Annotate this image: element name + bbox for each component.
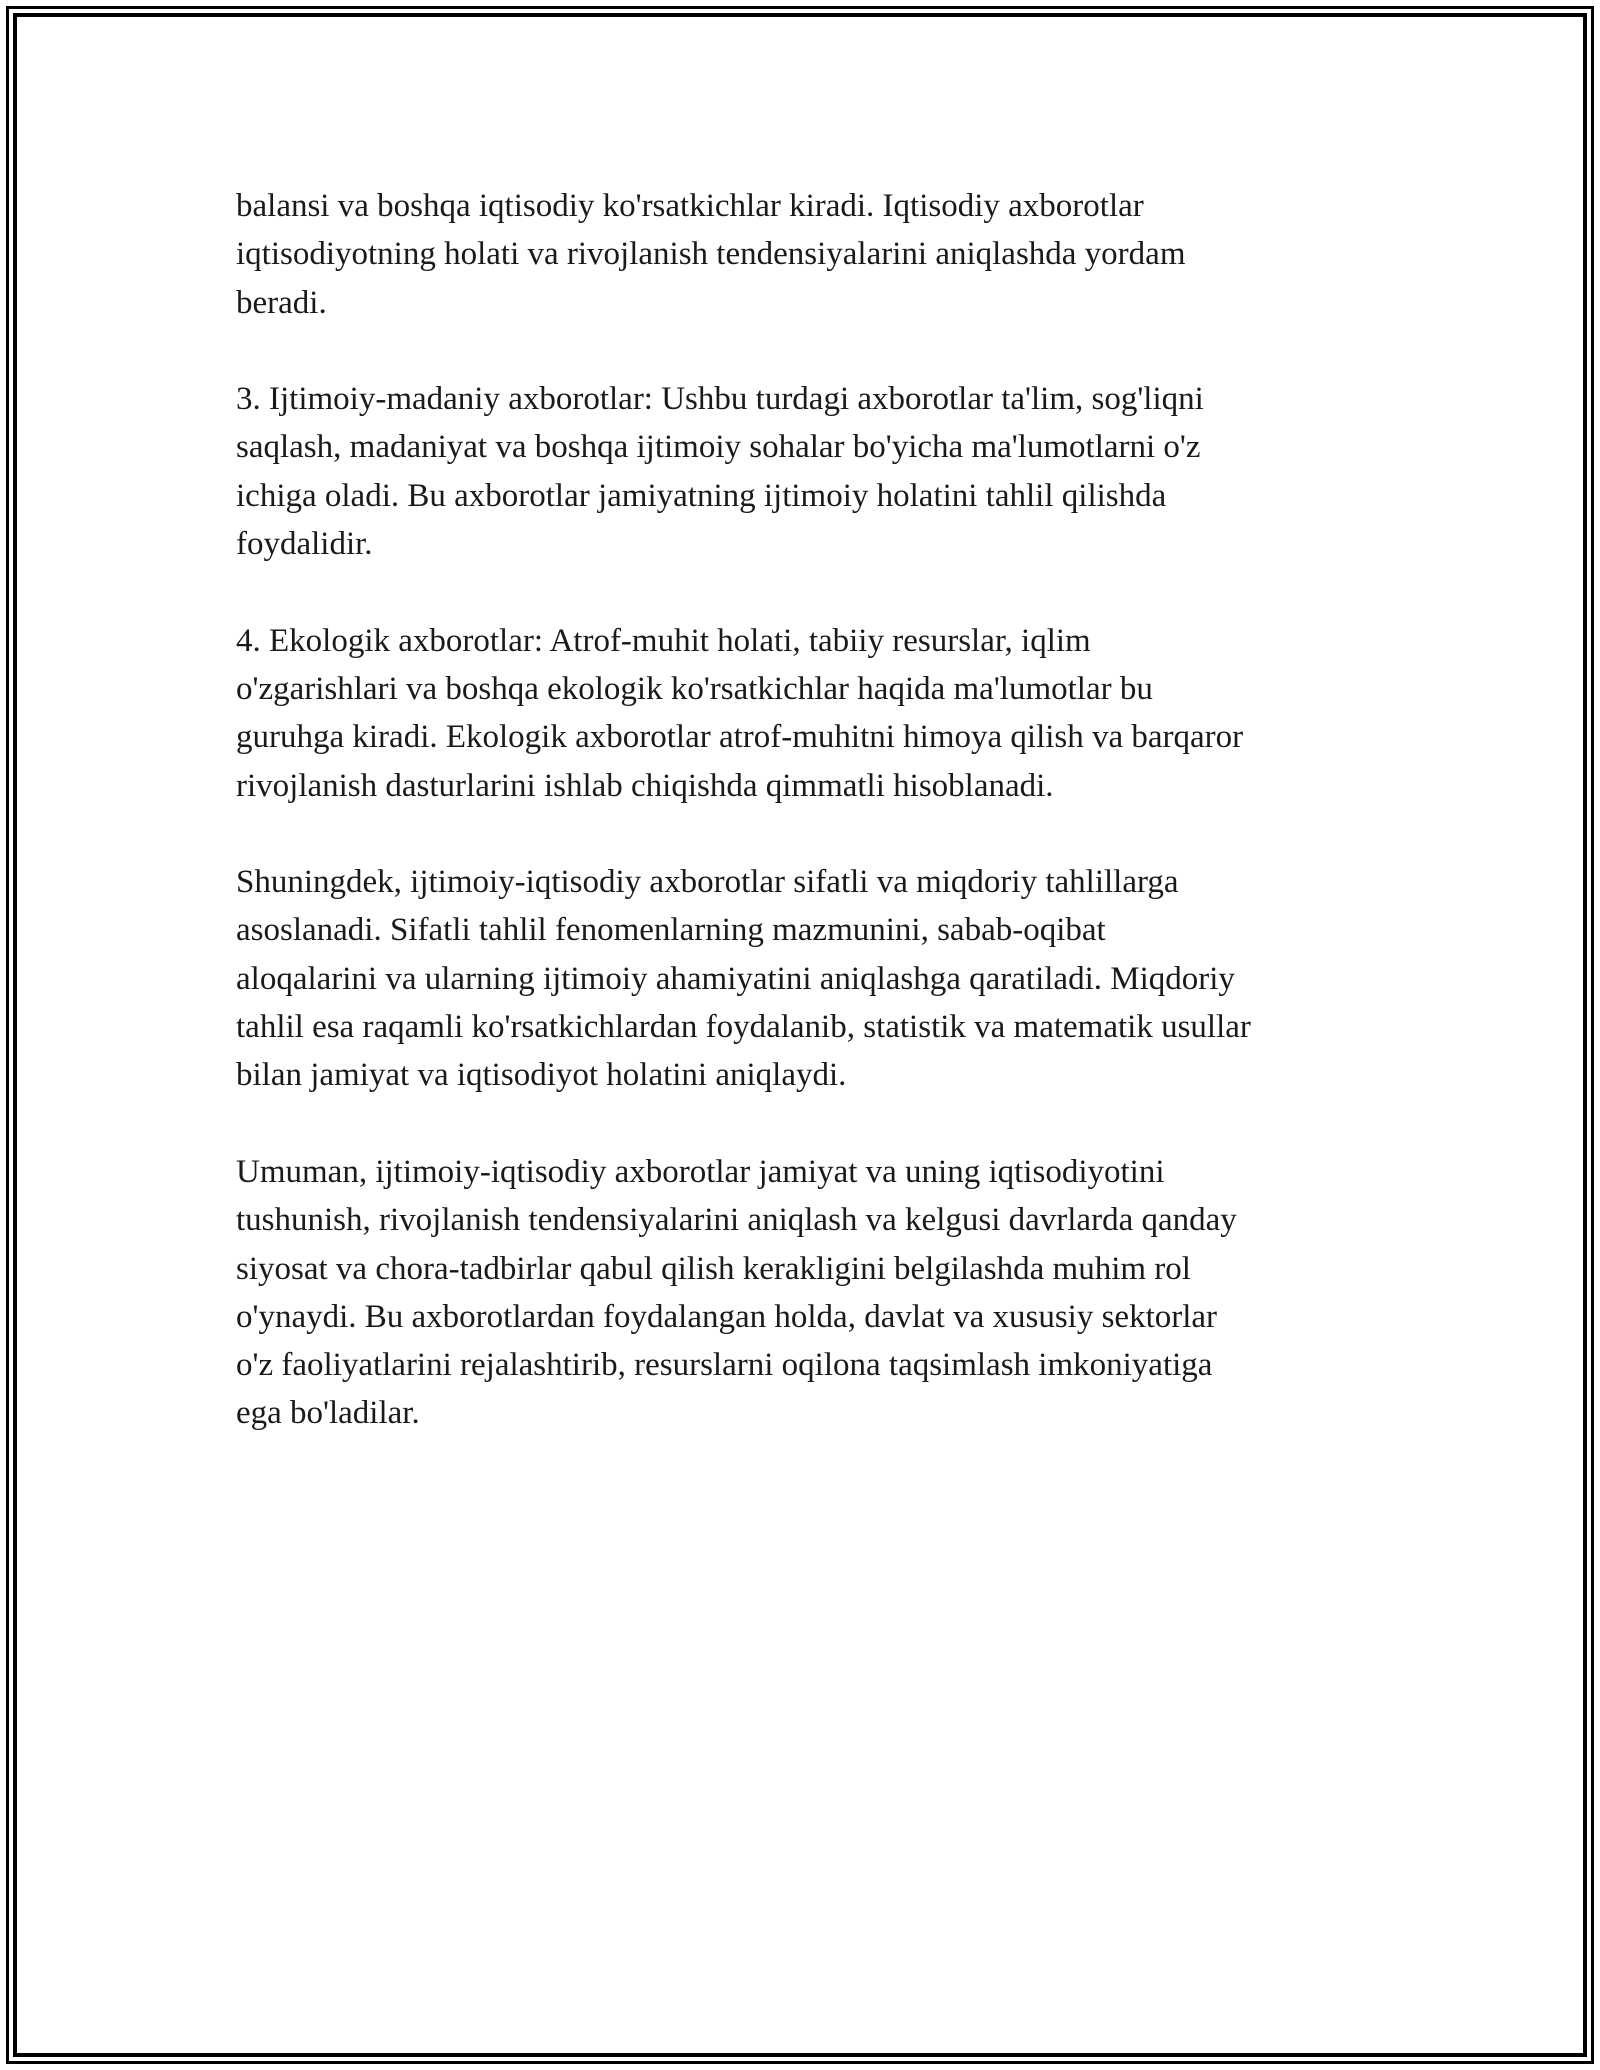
text-line: balansi va boshqa iqtisodiy ko'rsatkichlar kiradi. Iqtisodiy axborotlar: [236, 188, 1144, 224]
text-line: ichiga oladi. Bu axborotlar jamiyatning ijtimoiy holatini tahlil qilishda: [236, 477, 1167, 514]
text-line: bilan jamiyat va iqtisodiyot holatini aniqlaydi.: [236, 1057, 847, 1094]
text-line: ega bo'ladilar.: [236, 1395, 420, 1432]
text-line: tahlil esa raqamli ko'rsatkichlardan foydalanib, statistik va matematik usullar: [236, 1009, 1251, 1046]
text-line: foydalidir.: [236, 526, 373, 563]
text-line: aloqalarini va ularning ijtimoiy ahamiyatini aniqlashga qaratiladi. Miqdoriy: [236, 960, 1235, 997]
text-line: 4. Ekologik axborotlar: Atrof-muhit holati, tabiiy resurslar, iqlim: [236, 622, 1091, 659]
text-line: Shuningdek, ijtimoiy-iqtisodiy axborotlar sifatli va miqdoriy tahlillarga: [236, 864, 1179, 901]
paragraph-socio-cultural-info: [236, 375, 1376, 568]
text-line: tushunish, rivojlanish tendensiyalarini aniqlash va kelgusi davrlarda qanday: [236, 1202, 1237, 1239]
text-line: beradi.: [236, 284, 327, 321]
text-line: rivojlanish dasturlarini ishlab chiqishda qimmatli hisoblanadi.: [236, 767, 1054, 804]
paragraph-qualitative-quantitative: [236, 858, 1376, 1099]
text-line: Umuman, ijtimoiy-iqtisodiy axborotlar jamiyat va uning iqtisodiyotini: [236, 1153, 1165, 1190]
document-body: [236, 182, 1376, 1486]
paragraph-conclusion: [236, 1148, 1376, 1438]
text-line: siyosat va chora-tadbirlar qabul qilish kerakligini belgilashda muhim rol: [236, 1250, 1191, 1287]
text-line: o'zgarishlari va boshqa ekologik ko'rsatkichlar haqida ma'lumotlar bu: [236, 670, 1153, 707]
text-line: asoslanadi. Sifatli tahlil fenomenlarning mazmunini, sabab-oqibat: [236, 912, 1106, 949]
text-line: iqtisodiyotning holati va rivojlanish tendensiyalarini aniqlashda yordam: [236, 236, 1186, 273]
text-line: o'ynaydi. Bu axborotlardan foydalangan holda, davlat va xususiy sektorlar: [236, 1298, 1218, 1335]
paragraph-ecological-info: [236, 617, 1376, 810]
text-line: o'z faoliyatlarini rejalashtirib, resurslarni oqilona taqsimlash imkoniyatiga: [236, 1347, 1213, 1384]
paragraph-economic-info-continuation: [236, 182, 1376, 327]
text-line: guruhga kiradi. Ekologik axborotlar atrof-muhitni himoya qilish va barqaror: [236, 719, 1244, 756]
text-line: saqlash, madaniyat va boshqa ijtimoiy sohalar bo'yicha ma'lumotlarni o'z: [236, 429, 1201, 466]
text-line: 3. Ijtimoiy-madaniy axborotlar: Ushbu turdagi axborotlar ta'lim, sog'liqni: [236, 381, 1204, 418]
